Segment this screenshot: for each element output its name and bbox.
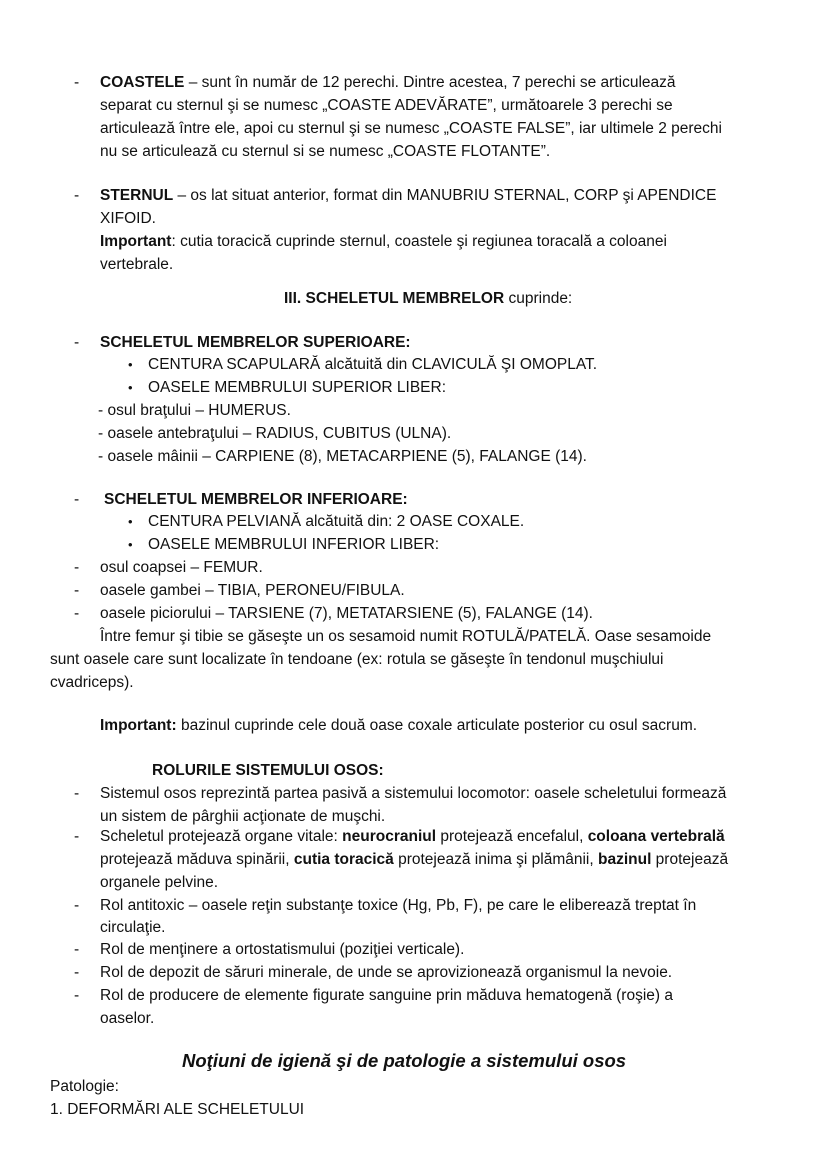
important-label: Important: bbox=[100, 717, 177, 734]
coaste-term: COASTELE bbox=[100, 74, 185, 91]
rol-4: Rol de menţinere a ortostatismului (poziţiei verticale). bbox=[100, 941, 465, 958]
rol-1-line-1: Sistemul osos reprezintă partea pasivă a sistemului locomotor: oasele scheletului formează bbox=[100, 785, 727, 802]
inferior-para-2: sunt oasele care sunt localizate în tendoane (ex: rotula se găseşte în tendonul muşchiului bbox=[50, 651, 664, 668]
bullet: • bbox=[128, 514, 133, 529]
stern-important-text: : cutia toracică cuprinde sternul, coastele şi regiunea toracală a coloanei bbox=[171, 233, 667, 250]
inferior-title: SCHELETUL MEMBRELOR INFERIOARE: bbox=[104, 491, 408, 508]
stern-important-2: vertebrale. bbox=[100, 256, 174, 273]
section-heading-3 bbox=[284, 288, 572, 310]
inferior-sub-3: oasele piciorului – TARSIENE (7), METATARSIENE (5), FALANGE (14). bbox=[100, 605, 593, 622]
stern-term: STERNUL bbox=[100, 187, 174, 204]
list-dash: - bbox=[74, 828, 80, 845]
inferior-sub-1: osul coapsei – FEMUR. bbox=[100, 559, 263, 576]
list-dash: - bbox=[74, 987, 80, 1004]
rol-2-text: protejează bbox=[651, 851, 729, 868]
bullet: • bbox=[128, 380, 133, 395]
rol-2-line-3: organele pelvine. bbox=[100, 874, 219, 891]
superior-sub-1: - osul braţului – HUMERUS. bbox=[98, 402, 291, 419]
patologie-item-1: 1. DEFORMĂRI ALE SCHELETULUI bbox=[50, 1101, 305, 1118]
section-3-term: III. SCHELETUL MEMBRELOR bbox=[284, 290, 505, 307]
bullet: • bbox=[128, 537, 133, 552]
roluri-title: ROLURILE SISTEMULUI OSOS: bbox=[152, 762, 384, 779]
list-dash: - bbox=[74, 74, 80, 91]
list-dash: - bbox=[74, 897, 80, 914]
inferior-bullet-1: CENTURA PELVIANĂ alcătuită din: 2 OASE COXALE. bbox=[148, 513, 525, 530]
stern-line-2: XIFOID. bbox=[100, 210, 156, 227]
bullet: • bbox=[128, 357, 133, 372]
important-label: Important bbox=[100, 233, 172, 250]
superior-title: SCHELETUL MEMBRELOR SUPERIOARE: bbox=[100, 334, 411, 351]
rol-2-text: protejează măduva spinării, bbox=[100, 851, 294, 868]
superior-bullet-2: OASELE MEMBRULUI SUPERIOR LIBER: bbox=[148, 379, 447, 396]
superior-sub-2: - oasele antebraţului – RADIUS, CUBITUS (ULNA). bbox=[98, 425, 452, 442]
rol-3-line-1: Rol antitoxic – oasele reţin substanţe toxice (Hg, Pb, F), pe care le eliberează treptat în bbox=[100, 897, 697, 914]
inferior-important-text: bazinul cuprinde cele două oase coxale articulate posterior cu osul sacrum. bbox=[176, 717, 698, 734]
list-dash: - bbox=[74, 941, 80, 958]
inferior-sub-2: oasele gambei – TIBIA, PERONEU/FIBULA. bbox=[100, 582, 405, 599]
rol-2-line-1 bbox=[100, 826, 725, 848]
stern-text-1: – os lat situat anterior, format din MANUBRIU STERNAL, CORP şi APENDICE bbox=[173, 187, 717, 204]
stern-important-1 bbox=[100, 231, 667, 253]
inferior-important bbox=[100, 715, 697, 737]
list-dash: - bbox=[74, 785, 80, 802]
rol-1-line-2: un sistem de pârghii acţionate de muşchi. bbox=[100, 808, 386, 825]
rol-5: Rol de depozit de săruri minerale, de unde se aprovizionează organismul la nevoie. bbox=[100, 964, 673, 981]
coaste-line-4: nu se articulează cu sternul si se numesc „COASTE FLOTANTE”. bbox=[100, 143, 551, 160]
patologie-label: Patologie: bbox=[50, 1078, 119, 1095]
list-dash: - bbox=[74, 559, 80, 576]
rol-2-text: protejează encefalul, bbox=[436, 828, 588, 845]
rol-2-bold: neurocraniul bbox=[342, 828, 437, 845]
rol-6-line-1: Rol de producere de elemente figurate sanguine prin măduva hematogenă (roşie) a bbox=[100, 987, 673, 1004]
coaste-line-2: separat cu sternul şi se numesc „COASTE ADEVĂRATE”, următoarele 3 perechi se bbox=[100, 97, 673, 114]
rol-2-bold: cutia toracică bbox=[293, 851, 394, 868]
list-dash: - bbox=[74, 964, 80, 981]
list-dash: - bbox=[74, 582, 80, 599]
rol-2-text: Scheletul protejează organe vitale: bbox=[100, 828, 343, 845]
stern-line-1 bbox=[100, 185, 716, 207]
rol-2-bold: bazinul bbox=[597, 851, 652, 868]
coaste-line-3: articulează între ele, apoi cu sternul şi se numesc „COASTE FALSE”, iar ultimele 2 perechi bbox=[100, 120, 722, 137]
superior-bullet-1: CENTURA SCAPULARĂ alcătuită din CLAVICULĂ ŞI OMOPLAT. bbox=[148, 356, 598, 373]
rol-2-line-2 bbox=[100, 849, 728, 871]
rol-3-line-2: circulaţie. bbox=[100, 919, 166, 936]
list-dash: - bbox=[74, 187, 80, 204]
igiena-heading: Noţiuni de igienă şi de patologie a sistemului osos bbox=[182, 1050, 627, 1071]
rol-6-line-2: oaselor. bbox=[100, 1010, 155, 1027]
superior-sub-3: - oasele mâinii – CARPIENE (8), METACARPIENE (5), FALANGE (14). bbox=[98, 448, 587, 465]
list-dash: - bbox=[74, 491, 80, 508]
rol-2-text: protejează inima şi plămânii, bbox=[393, 851, 598, 868]
rol-2-bold: coloana vertebrală bbox=[587, 828, 725, 845]
inferior-bullet-2: OASELE MEMBRULUI INFERIOR LIBER: bbox=[148, 536, 440, 553]
inferior-para-3: cvadriceps). bbox=[50, 674, 134, 691]
coaste-text-1: – sunt în număr de 12 perechi. Dintre acestea, 7 perechi se articulează bbox=[184, 74, 676, 91]
coaste-line-1 bbox=[100, 72, 676, 94]
section-3-rest: cuprinde: bbox=[504, 290, 573, 307]
list-dash: - bbox=[74, 605, 80, 622]
inferior-para-1: Între femur şi tibie se găseşte un os sesamoid numit ROTULĂ/PATELĂ. Oase sesamoide bbox=[100, 628, 712, 645]
list-dash: - bbox=[74, 334, 80, 351]
